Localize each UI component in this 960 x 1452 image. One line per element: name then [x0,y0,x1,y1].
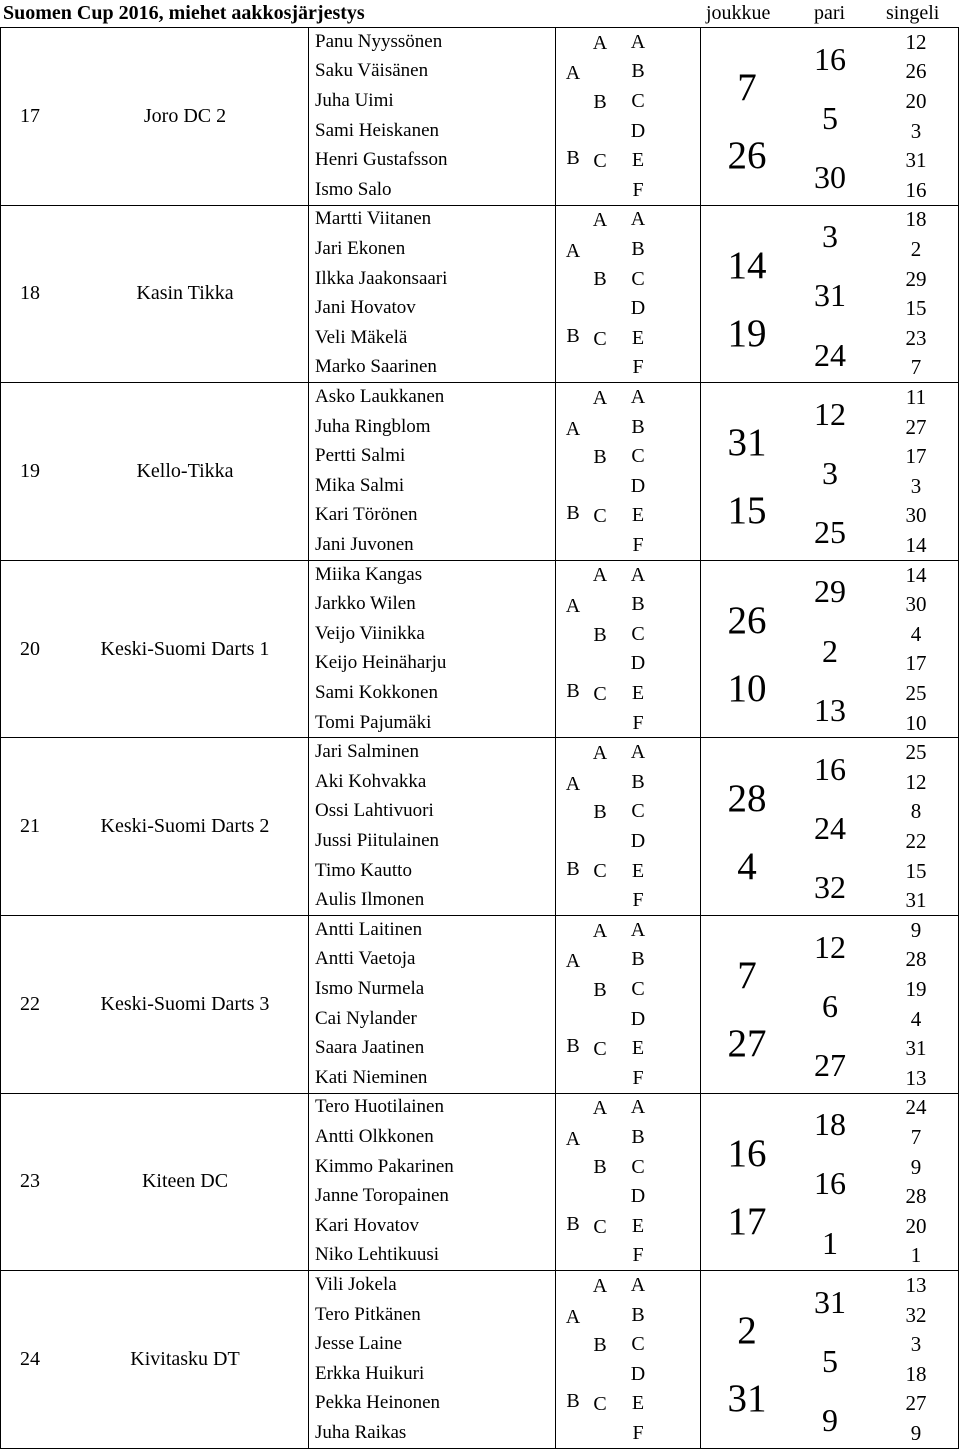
team-name: Joro DC 2 [143,104,227,127]
player-letter: F [632,356,644,379]
header-joukkue: joukkue [706,2,771,24]
player-letter: D [630,297,646,320]
player-letter: A [630,386,646,408]
table-border-top [0,27,959,28]
pair-letter: C [593,682,607,705]
singeli-score: 7 [910,1125,922,1149]
pair-letter: A [592,919,608,942]
player-letter: F [632,889,644,912]
joukkue-score: 27 [727,1022,767,1066]
team-name: Keski-Suomi Darts 3 [100,992,270,1015]
singeli-score: 19 [905,977,927,1001]
player-name: Ismo Nurmela [315,978,425,999]
pair-letter: B [593,1334,607,1356]
player-letter: B [631,60,645,83]
player-name: Veli Mäkelä [315,326,408,348]
pair-letter: B [593,90,607,113]
pari-score: 3 [822,455,838,491]
player-name: Ismo Salo [315,178,392,200]
pair-letter: A [592,209,608,232]
singeli-score: 23 [905,325,927,350]
player-letter: A [630,1096,646,1119]
pari-score: 31 [814,277,846,314]
player-name: Jani Juvonen [315,534,414,555]
player-name: Jari Ekonen [315,238,406,259]
header-pari: pari [814,2,846,24]
team-name: Kivitasku DT [130,1348,240,1370]
player-name: Aki Kohvakka [315,770,427,792]
player-name: Juha Uimi [315,90,394,111]
player-name: Pertti Salmi [315,445,406,467]
singeli-score: 18 [905,207,927,232]
player-name: Aulis Ilmonen [315,889,425,911]
pari-score: 3 [822,218,838,255]
pari-score: 12 [814,928,846,965]
match-letter: A [565,417,581,440]
player-letter: A [630,1274,646,1296]
team-separator [0,560,959,561]
pair-letter: B [593,446,607,468]
player-letter: D [630,1362,646,1385]
singeli-score: 2 [910,237,922,261]
player-name: Mika Salmi [315,474,405,496]
player-name: Timo Kautto [315,859,412,881]
singeli-score: 17 [905,444,927,469]
player-letter: F [632,1066,644,1089]
pair-letter: B [593,268,607,291]
player-name: Jussi Piitulainen [315,830,440,851]
team-name: Kello-Tikka [136,460,234,482]
player-name: Marko Saarinen [315,356,437,378]
singeli-score: 29 [905,266,927,291]
player-name: Antti Olkkonen [315,1126,434,1147]
singeli-score: 3 [910,473,922,498]
team-number: 22 [20,992,40,1015]
player-letter: A [630,30,646,53]
match-letter: A [565,772,581,795]
pair-letter: C [593,327,607,350]
match-letter: B [566,502,580,525]
pair-letter: C [593,1393,607,1416]
pair-letter: A [592,564,608,587]
player-letter: C [631,445,645,468]
singeli-score: 27 [905,414,927,439]
player-name: Keijo Heinäharju [315,652,447,674]
team-separator [0,1270,959,1271]
singeli-score: 9 [910,1154,922,1179]
player-letter: E [631,149,645,172]
player-name: Henri Gustafsson [315,149,448,171]
team-number: 18 [20,282,40,305]
page-title: Suomen Cup 2016, miehet aakkosjärjestys [3,2,365,24]
joukkue-score: 7 [737,66,757,110]
singeli-score: 14 [905,533,927,557]
player-name: Ilkka Jaakonsaari [315,267,448,289]
pari-score: 9 [822,1402,838,1439]
match-letter: A [565,240,581,262]
joukkue-score: 7 [737,954,757,998]
singeli-score: 9 [910,917,922,942]
player-name: Sami Kokkonen [315,682,438,703]
player-letter: B [631,1303,645,1326]
player-letter: E [631,326,645,349]
player-letter: C [631,622,645,645]
match-letter: B [566,1035,580,1058]
joukkue-score: 4 [737,844,757,888]
pair-letter: C [593,150,607,172]
joukkue-score: 28 [727,776,767,820]
joukkue-score: 2 [737,1309,757,1353]
player-name: Jarkko Wilen [315,593,416,615]
team-name: Keski-Suomi Darts 1 [100,637,270,660]
player-letter: B [631,238,645,260]
team-number: 19 [20,460,40,482]
player-letter: C [631,800,645,823]
joukkue-score: 26 [727,599,767,642]
pari-score: 12 [814,395,846,432]
joukkue-score: 14 [727,243,767,287]
pair-letter: B [593,801,607,824]
team-name: Keski-Suomi Darts 2 [100,815,270,838]
joukkue-score: 17 [727,1199,767,1243]
player-letter: E [631,859,645,882]
singeli-score: 28 [905,947,927,972]
team-separator [0,1093,959,1094]
player-letter: B [631,415,645,438]
singeli-score: 3 [910,1332,922,1357]
player-letter: A [630,918,646,941]
player-letter: E [631,1392,645,1415]
singeli-score: 13 [905,1273,927,1297]
pari-score: 13 [814,691,846,728]
player-letter: C [631,978,645,1000]
singeli-score: 31 [905,148,927,173]
team-number: 20 [20,637,40,660]
team-separator [0,1448,959,1449]
pari-score: 32 [814,869,846,906]
player-name: Panu Nyyssönen [315,30,443,52]
pari-score: 24 [814,336,846,373]
joukkue-score: 15 [727,489,767,533]
pari-score: 16 [814,40,846,77]
pari-score: 16 [814,751,846,787]
pari-score: 27 [814,1047,846,1083]
player-name: Jesse Laine [315,1333,403,1355]
match-letter: B [566,680,580,702]
match-letter: A [565,1305,581,1328]
team-separator [0,382,959,383]
player-name: Antti Vaetoja [315,948,416,970]
pair-letter: A [592,31,608,54]
player-letter: F [632,711,644,734]
pari-score: 6 [822,987,838,1024]
pari-score: 24 [814,810,846,847]
singeli-score: 31 [905,1036,927,1061]
player-letter: A [630,208,646,231]
pair-letter: C [593,1038,607,1060]
player-letter: B [631,593,645,616]
player-letter: F [632,534,644,556]
match-letter: B [566,1390,580,1413]
player-name: Jani Hovatov [315,297,416,319]
singeli-score: 25 [905,681,927,705]
player-letter: C [631,267,645,290]
player-name: Janne Toropainen [315,1185,449,1207]
singeli-score: 1 [910,1243,922,1268]
singeli-score: 30 [905,503,927,528]
player-letter: C [631,1155,645,1178]
singeli-score: 3 [910,118,922,143]
singeli-score: 4 [910,1006,922,1031]
joukkue-score: 10 [727,667,767,710]
pair-letter: A [592,386,608,409]
team-separator [0,915,959,916]
player-letter: E [631,1214,645,1237]
player-name: Erkka Huikuri [315,1362,425,1384]
match-letter: B [566,147,580,170]
player-letter: D [630,1007,646,1030]
singeli-score: 13 [905,1065,927,1090]
player-name: Juha Raikas [315,1422,407,1443]
player-name: Saara Jaatinen [315,1037,425,1059]
player-letter: B [631,948,645,971]
singeli-score: 27 [905,1391,927,1416]
pari-score: 29 [814,573,846,610]
player-letter: D [630,652,646,675]
player-name: Martti Viitanen [315,208,432,230]
singeli-score: 28 [905,1184,927,1209]
pair-letter: B [593,978,607,1001]
player-name: Saku Väisänen [315,60,429,82]
team-number: 24 [20,1348,40,1370]
singeli-score: 20 [905,1213,927,1238]
pair-letter: A [592,1274,608,1297]
singeli-score: 26 [905,59,927,84]
team-number: 21 [20,815,40,838]
player-letter: C [631,1333,645,1356]
player-letter: B [631,1126,645,1148]
pair-letter: A [592,1097,608,1120]
player-name: Miika Kangas [315,563,423,585]
player-name: Kari Törönen [315,504,418,526]
singeli-score: 17 [905,651,927,676]
player-letter: D [630,119,646,142]
player-name: Kari Hovatov [315,1214,419,1236]
match-letter: A [565,595,581,618]
pari-score: 2 [822,632,838,669]
singeli-score: 18 [905,1361,927,1386]
player-name: Tomi Pajumäki [315,711,432,733]
singeli-score: 7 [910,355,922,380]
singeli-score: 14 [905,562,927,587]
team-separator [0,205,959,206]
team-number: 23 [20,1170,40,1193]
player-name: Kimmo Pakarinen [315,1155,454,1177]
singeli-score: 24 [905,1095,927,1120]
match-letter: B [566,857,580,880]
player-letter: D [630,474,646,497]
player-letter: F [632,178,644,201]
singeli-score: 32 [905,1302,927,1327]
pari-score: 25 [814,514,846,551]
singeli-score: 31 [905,888,927,913]
player-letter: C [631,90,645,112]
player-name: Asko Laukkanen [315,386,445,407]
player-letter: D [630,830,646,852]
singeli-score: 8 [910,799,922,824]
singeli-score: 25 [905,740,927,765]
pair-letter: B [593,1156,607,1179]
match-letter: A [565,950,581,973]
player-letter: B [631,770,645,793]
player-name: Jari Salminen [315,741,419,763]
singeli-score: 4 [910,621,922,646]
player-name: Vili Jokela [315,1274,397,1295]
pair-letter: C [593,505,607,528]
singeli-score: 11 [905,385,927,409]
singeli-score: 30 [905,592,927,617]
singeli-score: 9 [910,1421,922,1445]
team-name: Kiteen DC [141,1170,229,1193]
player-letter: E [631,1037,645,1060]
team-separator [0,737,959,738]
singeli-score: 22 [905,829,927,853]
singeli-score: 15 [905,858,927,883]
pari-score: 5 [822,1343,838,1379]
match-letter: A [565,1128,581,1150]
player-name: Juha Ringblom [315,415,431,437]
joukkue-score: 31 [727,421,767,465]
player-letter: F [632,1422,644,1444]
pari-score: 31 [814,1283,846,1320]
player-name: Niko Lehtikuusi [315,1244,440,1266]
singeli-score: 20 [905,89,927,113]
player-name: Kati Nieminen [315,1066,428,1088]
player-name: Tero Huotilainen [315,1096,444,1118]
singeli-score: 12 [905,29,927,54]
pari-score: 1 [822,1224,838,1261]
match-letter: B [566,1212,580,1235]
player-letter: E [631,504,645,527]
singeli-score: 15 [905,296,927,321]
pair-letter: A [592,742,608,764]
team-number: 17 [20,104,40,127]
player-name: Pekka Heinonen [315,1392,441,1414]
player-letter: A [630,563,646,586]
joukkue-score: 31 [727,1377,767,1421]
singeli-score: 12 [905,769,927,794]
player-name: Sami Heiskanen [315,119,440,141]
pari-score: 5 [822,99,838,136]
joukkue-score: 16 [727,1131,767,1175]
header-singeli: singeli [886,2,940,24]
player-name: Tero Pitkänen [315,1303,421,1325]
player-letter: D [630,1185,646,1208]
player-name: Cai Nylander [315,1007,417,1029]
player-name: Ossi Lahtivuori [315,800,434,822]
player-letter: E [631,682,645,704]
match-letter: A [565,62,581,85]
pari-score: 16 [814,1165,846,1202]
joukkue-score: 19 [727,311,767,355]
player-name: Veijo Viinikka [315,622,425,644]
pari-score: 30 [814,159,846,195]
pair-letter: C [593,1215,607,1238]
singeli-score: 10 [905,710,927,735]
pair-letter: B [593,623,607,646]
joukkue-score: 26 [727,134,767,178]
match-letter: B [566,324,580,347]
team-name: Kasin Tikka [136,282,234,305]
player-name: Antti Laitinen [315,918,423,940]
pair-letter: C [593,860,607,883]
player-letter: F [632,1244,644,1267]
pari-score: 18 [814,1106,846,1143]
player-letter: A [630,741,646,764]
singeli-score: 16 [905,177,927,202]
